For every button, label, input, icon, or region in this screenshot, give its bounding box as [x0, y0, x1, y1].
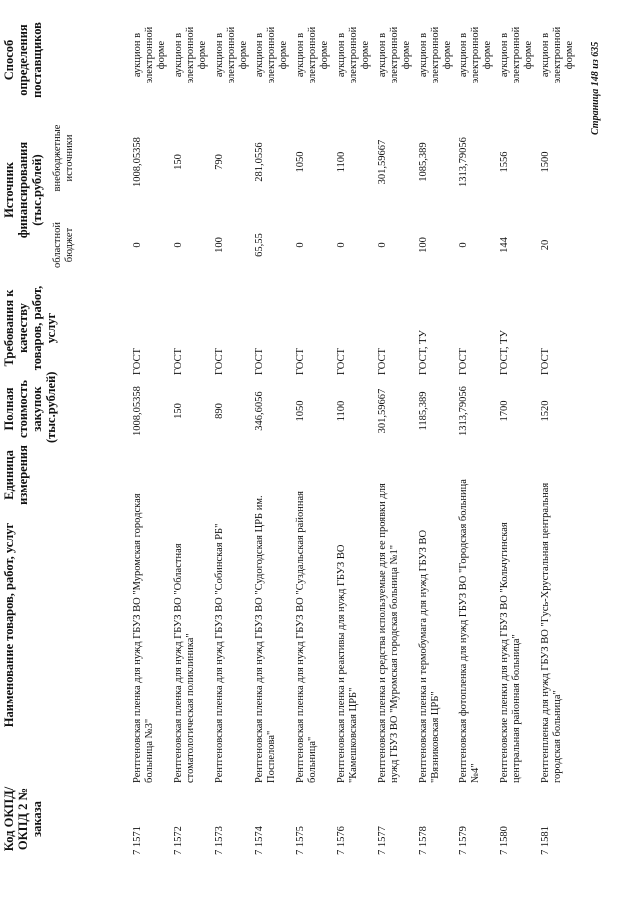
- row-requirements: ГОСТ: [213, 348, 225, 375]
- row-full-cost: 1050: [295, 400, 307, 422]
- row-name: Рентгенпленка для нужд ГБУЗ ВО "Гусь-Хрустальная центральная городская больница": [539, 482, 563, 783]
- row-regional: 0: [295, 242, 307, 248]
- row-name: Рентгеновская пленка для нужд ГБУЗ ВО "Суздальская районная больница": [295, 491, 319, 783]
- row-name: Рентгеновская пленка и реактивы для нужд ГБУЗ ВО "Камешковская ЦРБ": [335, 544, 359, 783]
- row-full-cost: 1700: [499, 400, 511, 422]
- row-extrabudget: 1500: [539, 151, 551, 173]
- header-funding-regional: областной бюджет: [52, 222, 75, 268]
- row-regional: 0: [335, 242, 347, 248]
- row-extrabudget: 301,59667: [376, 139, 388, 185]
- row-name: Рентгеновская пленка для нужд ГБУЗ ВО "Областная стоматологическая поликлиника": [172, 543, 196, 783]
- table-row: [130, 0, 171, 905]
- row-name: Рентгеновская пленка для нужд ГБУЗ ВО "Судогодская ЦРБ им. Поспелова": [254, 495, 278, 783]
- row-requirements: ГОСТ: [172, 348, 184, 375]
- row-name: Рентгеновская пленка и термобумага для нужд ГБУЗ ВО "Вязниковская ЦРБ": [417, 529, 441, 783]
- row-code: 7 1579: [458, 826, 470, 855]
- row-full-cost: 346,6056: [254, 391, 266, 431]
- header-funding: Источник финансирования (тыс.рублей): [2, 141, 44, 239]
- header-full-cost: Полная стоимость закупок (тыс.рублей): [2, 371, 58, 443]
- row-method: аукцион в электронной форме: [295, 26, 331, 84]
- row-method: аукцион в электронной форме: [499, 26, 535, 84]
- row-requirements: ГОСТ, ТУ: [417, 330, 429, 375]
- table-row: [497, 0, 538, 905]
- header-requirements: Требования к качеству товаров, работ, услуг: [2, 285, 58, 371]
- header-unit: Единица измерения: [2, 445, 30, 505]
- row-extrabudget: 281,0556: [254, 142, 266, 182]
- row-full-cost: 890: [213, 403, 225, 419]
- row-code: 7 1573: [213, 826, 225, 855]
- row-full-cost: 1313,79056: [458, 386, 470, 436]
- row-full-cost: 301,59667: [376, 388, 388, 434]
- row-method: аукцион в электронной форме: [458, 26, 494, 84]
- table-row: [252, 0, 293, 905]
- row-code: 7 1580: [499, 826, 511, 855]
- row-method: аукцион в электронной форме: [172, 26, 208, 84]
- row-extrabudget: 1050: [295, 151, 307, 173]
- row-name: Рентгеновская фотопленка для нужд ГБУЗ ВО "Городская больница №4": [458, 479, 482, 783]
- row-extrabudget: 150: [172, 154, 184, 170]
- row-regional: 0: [132, 242, 143, 248]
- row-requirements: ГОСТ: [254, 348, 266, 375]
- row-extrabudget: 1008,05358: [132, 137, 143, 187]
- row-code: 7 1578: [417, 826, 429, 855]
- row-extrabudget: 790: [213, 154, 225, 170]
- row-code: 7 1574: [254, 826, 266, 855]
- row-method: аукцион в электронной форме: [376, 26, 412, 84]
- row-name: Рентгеновская пленка и средства используемые для ее проявки для нужд ГБУЗ ВО "Муромская городская больница №1": [376, 483, 400, 783]
- row-full-cost: 1520: [539, 400, 551, 422]
- table-body: [130, 0, 579, 905]
- row-full-cost: 1185,389: [417, 391, 429, 431]
- row-extrabudget: 1313,79056: [458, 137, 470, 187]
- row-name: Рентгеновская пленка для нужд ГБУЗ ВО "Муромская городская больница №3": [132, 493, 155, 783]
- table-row: [212, 0, 253, 905]
- header-funding-extrabudget: внебюджетные источники: [52, 124, 75, 192]
- table-row: [171, 0, 212, 905]
- row-regional: 0: [376, 242, 388, 248]
- row-regional: 0: [172, 242, 184, 248]
- row-method: аукцион в электронной форме: [335, 26, 371, 84]
- row-code: 7 1571: [132, 826, 143, 855]
- row-requirements: ГОСТ: [295, 348, 307, 375]
- row-requirements: ГОСТ, ТУ: [499, 330, 511, 375]
- row-regional: 20: [539, 239, 551, 251]
- row-regional: 100: [213, 237, 225, 253]
- row-regional: 0: [458, 242, 470, 248]
- header-name: Наименование товаров, работ, услуг: [2, 522, 16, 728]
- row-code: 7 1572: [172, 826, 184, 855]
- row-extrabudget: 1085,389: [417, 142, 429, 182]
- row-requirements: ГОСТ: [458, 348, 470, 375]
- row-full-cost: 1100: [335, 400, 347, 422]
- row-method: аукцион в электронной форме: [213, 26, 249, 84]
- row-regional: 65,55: [254, 233, 266, 257]
- header-method: Способ определения поставщиков: [2, 22, 44, 98]
- row-regional: 100: [417, 237, 429, 253]
- row-full-cost: 150: [172, 403, 184, 419]
- row-code: 7 1581: [539, 826, 551, 855]
- row-method: аукцион в электронной форме: [539, 26, 575, 84]
- table-row: [293, 0, 334, 905]
- row-code: 7 1576: [335, 826, 347, 855]
- row-requirements: ГОСТ: [376, 348, 388, 375]
- header-code: Код ОКПД/ ОКПД 2 № заказа: [2, 786, 44, 852]
- table-row: [538, 0, 579, 905]
- row-method: аукцион в электронной форме: [254, 26, 290, 84]
- row-name: Рентгеновская пленка для нужд ГБУЗ ВО "Собинская РБ": [213, 523, 225, 783]
- row-requirements: ГОСТ: [132, 348, 143, 375]
- row-regional: 144: [499, 237, 511, 253]
- row-full-cost: 1008,05358: [132, 386, 143, 436]
- row-name: Рентгеновские пленки для нужд ГБУЗ ВО "Кольчугинская центральная районная больница": [499, 522, 523, 783]
- row-code: 7 1577: [376, 826, 388, 855]
- row-method: аукцион в электронной форме: [132, 26, 167, 84]
- row-method: аукцион в электронной форме: [417, 26, 453, 84]
- row-requirements: ГОСТ: [335, 348, 347, 375]
- table-row: [375, 0, 416, 905]
- page-number: Страница 148 из 635: [590, 41, 601, 135]
- table-row: [334, 0, 375, 905]
- row-extrabudget: 1100: [335, 151, 347, 173]
- row-requirements: ГОСТ: [539, 348, 551, 375]
- table-row: [456, 0, 497, 905]
- table-row: [416, 0, 457, 905]
- row-code: 7 1575: [295, 826, 307, 855]
- row-extrabudget: 1556: [499, 151, 511, 173]
